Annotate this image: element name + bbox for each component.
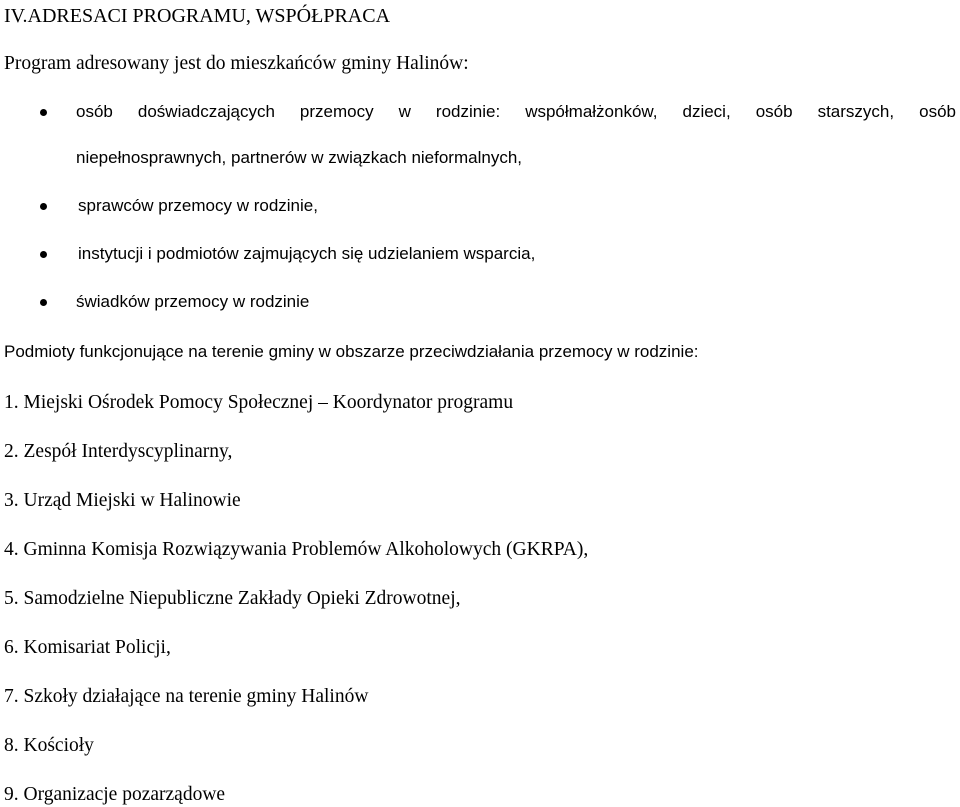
list-item: 4. Gminna Komisja Rozwiązywania Problemów Alkoholowych (GKRPA), — [4, 539, 589, 560]
list-item: 3. Urząd Miejski w Halinowie — [4, 490, 241, 511]
addressee-item-victims-continuation: niepełnosprawnych, partnerów w związkach nieformalnych, — [76, 148, 522, 167]
program-intro: Program adresowany jest do mieszkańców gminy Halinów: — [4, 53, 469, 74]
addressee-item-institutions: instytucji i podmiotów zajmujących się udzielaniem wsparcia, — [78, 244, 536, 263]
list-item: 1. Miejski Ośrodek Pomocy Społecznej – Koordynator programu — [4, 392, 514, 413]
list-item: 6. Komisariat Policji, — [4, 637, 171, 658]
list-item: 9. Organizacje pozarządowe — [4, 784, 226, 805]
list-item: 5. Samodzielne Niepubliczne Zakłady Opieki Zdrowotnej, — [4, 588, 461, 609]
list-item: 8. Kościoły — [4, 735, 94, 756]
addressee-item-perpetrators: sprawców przemocy w rodzinie, — [78, 196, 318, 215]
bullet-icon — [40, 251, 47, 258]
addressee-item-witnesses: świadków przemocy w rodzinie — [76, 292, 310, 311]
bullet-icon — [40, 109, 47, 116]
addressee-item-victims: osób doświadczających przemocy w rodzinie: współmałżonków, dzieci, osób starszych, osób — [76, 102, 956, 121]
list-item: 7. Szkoły działające na terenie gminy Halinów — [4, 686, 369, 707]
bullet-icon — [40, 203, 47, 210]
section-heading: IV.ADRESACI PROGRAMU, WSPÓŁPRACA — [4, 5, 391, 27]
entities-intro: Podmioty funkcjonujące na terenie gminy w obszarze przeciwdziałania przemocy w rodzinie: — [4, 342, 699, 361]
bullet-icon — [40, 299, 47, 306]
list-item: 2. Zespół Interdyscyplinarny, — [4, 441, 233, 462]
